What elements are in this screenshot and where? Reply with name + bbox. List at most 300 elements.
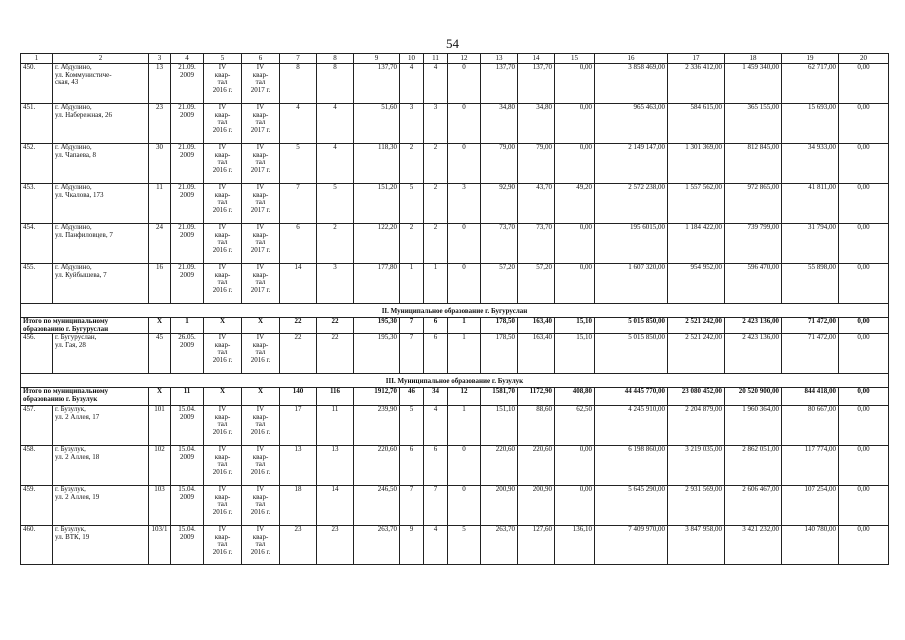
planned-start-line: 2016 г. [212, 285, 233, 294]
recognition-date [171, 64, 204, 104]
value-c11: 6 [424, 446, 448, 486]
value-c12: 0 [448, 446, 481, 486]
value-c13: 178,50 [481, 334, 518, 374]
value-c7: 22 [280, 334, 317, 374]
total-label-line: Итого по муниципальному [23, 387, 109, 395]
value-c8: 4 [317, 104, 354, 144]
doc-number: 30 [149, 144, 171, 184]
address [53, 64, 149, 104]
planned-start [204, 486, 242, 526]
value-c11: 7 [424, 486, 448, 526]
value-c17: 584 615,00 [668, 104, 725, 144]
recognition-date [171, 526, 204, 565]
total-c11: 6 [424, 318, 448, 334]
row-number: 460. [21, 526, 53, 565]
total-label-line: образованию г. Бугуруслан [23, 324, 109, 333]
total-c3: X [149, 388, 171, 406]
value-c13: 263,70 [481, 526, 518, 565]
planned-end [242, 224, 280, 264]
value-c9: 195,30 [354, 334, 400, 374]
value-c8: 3 [317, 264, 354, 304]
planned-start-line: 2016 г. [212, 507, 233, 516]
planned-start-line: 2016 г. [212, 125, 233, 134]
total-c18: 2 423 136,00 [725, 318, 782, 334]
planned-end [242, 264, 280, 304]
address [53, 406, 149, 446]
doc-number: 16 [149, 264, 171, 304]
total-c5: X [204, 388, 242, 406]
planned-end-line: тал [255, 198, 266, 206]
planned-end-line: тал [255, 460, 266, 468]
row-number: 456. [21, 334, 53, 374]
value-c16: 5 645 290,00 [595, 486, 668, 526]
value-c12: 1 [448, 406, 481, 446]
value-c15: 0,00 [555, 104, 595, 144]
planned-start-line: квар- [214, 150, 231, 159]
planned-end-line: IV [256, 333, 265, 341]
value-c7: 14 [280, 264, 317, 304]
planned-start-line: IV [218, 485, 227, 493]
value-c20: 0,00 [839, 224, 889, 264]
recognition-date-line: 2009 [180, 190, 194, 199]
column-number: 6 [242, 54, 280, 64]
value-c14: 43,70 [518, 184, 555, 224]
column-number: 1 [21, 54, 53, 64]
value-c12: 0 [448, 144, 481, 184]
value-c10: 1 [400, 264, 424, 304]
planned-end [242, 184, 280, 224]
total-c20: 0,00 [839, 318, 889, 334]
value-c8: 4 [317, 144, 354, 184]
value-c15: 0,00 [555, 144, 595, 184]
planned-start [204, 406, 242, 446]
value-c8: 22 [317, 334, 354, 374]
planned-end-line: тал [255, 500, 266, 508]
planned-end [242, 334, 280, 374]
address-line: ул. Коммунистиче- [55, 70, 112, 79]
planned-end-line: квар- [252, 270, 269, 279]
value-c14: 88,60 [518, 406, 555, 446]
planned-end [242, 486, 280, 526]
value-c7: 18 [280, 486, 317, 526]
address-line: ул. 2 Аллея, 19 [55, 492, 100, 501]
value-c10: 3 [400, 104, 424, 144]
value-c20: 0,00 [839, 334, 889, 374]
recognition-date-line: 2009 [180, 492, 194, 501]
value-c14: 127,60 [518, 526, 555, 565]
value-c13: 220,60 [481, 446, 518, 486]
planned-end [242, 64, 280, 104]
planned-start-line: тал [217, 420, 228, 428]
value-c15: 0,00 [555, 486, 595, 526]
address-line: г. Абдулино, [55, 183, 92, 191]
value-c19: 80 667,00 [782, 406, 839, 446]
address-line: ул. Набережная, 26 [55, 110, 112, 119]
total-c20: 0,00 [839, 388, 889, 406]
value-c18: 596 470,00 [725, 264, 782, 304]
address-line: г. Абдулино, [55, 263, 92, 271]
value-c14: 220,60 [518, 446, 555, 486]
planned-end-line: IV [256, 263, 265, 271]
value-c16: 2 149 147,00 [595, 144, 668, 184]
recognition-date [171, 446, 204, 486]
value-c17: 3 219 035,00 [668, 446, 725, 486]
planned-start-line: IV [218, 103, 227, 111]
total-c17: 2 521 242,00 [668, 318, 725, 334]
value-c20: 0,00 [839, 144, 889, 184]
planned-end [242, 144, 280, 184]
housing-program-table [20, 53, 889, 565]
total-c4: 1 [171, 318, 204, 334]
value-c13: 92,90 [481, 184, 518, 224]
value-c10: 5 [400, 406, 424, 446]
recognition-date [171, 104, 204, 144]
planned-end-line: 2017 г. [250, 165, 271, 174]
column-number: 8 [317, 54, 354, 64]
recognition-date [171, 264, 204, 304]
total-c10: 7 [400, 318, 424, 334]
recognition-date-line: 2009 [180, 70, 194, 79]
planned-start [204, 334, 242, 374]
value-c12: 0 [448, 264, 481, 304]
planned-end-line: IV [256, 223, 265, 231]
value-c10: 6 [400, 446, 424, 486]
recognition-date-line: 21.09. [178, 103, 196, 111]
value-c14: 137,70 [518, 64, 555, 104]
value-c16: 1 607 320,00 [595, 264, 668, 304]
planned-end-line: тал [255, 78, 266, 86]
value-c18: 365 155,00 [725, 104, 782, 144]
value-c11: 2 [424, 184, 448, 224]
value-c12: 0 [448, 104, 481, 144]
value-c13: 34,80 [481, 104, 518, 144]
value-c15: 62,50 [555, 406, 595, 446]
value-c15: 0,00 [555, 446, 595, 486]
planned-start-line: IV [218, 183, 227, 191]
planned-end-line: 2017 г. [250, 85, 271, 94]
total-label-line: Итого по муниципальному [23, 317, 109, 325]
total-c10: 46 [400, 388, 424, 406]
planned-end-line: 2016 г. [250, 467, 271, 476]
doc-number: 24 [149, 224, 171, 264]
value-c15: 0,00 [555, 224, 595, 264]
table-row [21, 486, 889, 526]
value-c13: 137,70 [481, 64, 518, 104]
address [53, 144, 149, 184]
table-row [21, 446, 889, 486]
recognition-date-line: 21.09. [178, 143, 196, 151]
total-label [21, 388, 149, 406]
planned-start-line: тал [217, 460, 228, 468]
planned-end-line: квар- [252, 150, 269, 159]
planned-start-line: IV [218, 405, 227, 413]
planned-end-line: квар- [252, 230, 269, 239]
value-c16: 965 463,00 [595, 104, 668, 144]
planned-start-line: тал [217, 540, 228, 548]
recognition-date-line: 2009 [180, 340, 194, 349]
value-c17: 1 184 422,00 [668, 224, 725, 264]
planned-start [204, 144, 242, 184]
value-c9: 177,80 [354, 264, 400, 304]
value-c12: 1 [448, 334, 481, 374]
total-c16: 5 015 850,00 [595, 318, 668, 334]
value-c12: 0 [448, 224, 481, 264]
table-row [21, 334, 889, 374]
total-c18: 20 520 900,00 [725, 388, 782, 406]
planned-start-line: 2016 г. [212, 355, 233, 364]
total-label [21, 318, 149, 334]
value-c16: 5 015 850,00 [595, 334, 668, 374]
recognition-date-line: 2009 [180, 150, 194, 159]
value-c11: 4 [424, 64, 448, 104]
column-number: 2 [53, 54, 149, 64]
planned-start-line: IV [218, 525, 227, 533]
value-c7: 13 [280, 446, 317, 486]
total-c17: 23 080 452,00 [668, 388, 725, 406]
value-c13: 200,90 [481, 486, 518, 526]
value-c11: 1 [424, 264, 448, 304]
planned-end-line: 2017 г. [250, 205, 271, 214]
table-row [21, 406, 889, 446]
planned-end-line: тал [255, 158, 266, 166]
total-c14: 1172,90 [518, 388, 555, 406]
value-c11: 2 [424, 224, 448, 264]
total-row [21, 318, 889, 334]
planned-start-line: квар- [214, 110, 231, 119]
recognition-date [171, 184, 204, 224]
address-line: ул. Чкалова, 173 [55, 190, 104, 199]
value-c11: 4 [424, 406, 448, 446]
value-c17: 2 931 569,00 [668, 486, 725, 526]
value-c9: 137,70 [354, 64, 400, 104]
value-c11: 2 [424, 144, 448, 184]
value-c19: 55 898,00 [782, 264, 839, 304]
address-line: ул. Гая, 28 [55, 340, 86, 349]
recognition-date-line: 21.09. [178, 263, 196, 271]
planned-start-line: 2016 г. [212, 245, 233, 254]
address-line: г. Абдулино, [55, 223, 92, 231]
planned-end-line: квар- [252, 412, 269, 421]
planned-end-line: квар- [252, 532, 269, 541]
value-c20: 0,00 [839, 486, 889, 526]
value-c10: 2 [400, 224, 424, 264]
recognition-date-line: 15.04. [178, 525, 196, 533]
value-c14: 163,40 [518, 334, 555, 374]
column-number-row [21, 54, 889, 64]
planned-end [242, 526, 280, 565]
recognition-date [171, 144, 204, 184]
value-c10: 2 [400, 144, 424, 184]
value-c9: 239,90 [354, 406, 400, 446]
value-c7: 17 [280, 406, 317, 446]
planned-end-line: тал [255, 118, 266, 126]
planned-start-line: квар- [214, 190, 231, 199]
planned-end [242, 104, 280, 144]
doc-number: 11 [149, 184, 171, 224]
value-c15: 15,10 [555, 334, 595, 374]
recognition-date-line: 15.04. [178, 485, 196, 493]
recognition-date [171, 406, 204, 446]
planned-end-line: 2016 г. [250, 547, 271, 556]
value-c16: 2 572 238,00 [595, 184, 668, 224]
value-c9: 122,20 [354, 224, 400, 264]
planned-start-line: IV [218, 63, 227, 71]
planned-start-line: тал [217, 500, 228, 508]
planned-start-line: IV [218, 143, 227, 151]
value-c17: 1 301 369,00 [668, 144, 725, 184]
row-number: 455. [21, 264, 53, 304]
value-c17: 3 847 958,00 [668, 526, 725, 565]
column-number: 13 [481, 54, 518, 64]
planned-start [204, 224, 242, 264]
recognition-date-line: 21.09. [178, 63, 196, 71]
doc-number: 13 [149, 64, 171, 104]
value-c7: 8 [280, 64, 317, 104]
table-row [21, 264, 889, 304]
planned-end-line: 2016 г. [250, 427, 271, 436]
address-line: г. Бузулук, [55, 485, 86, 493]
value-c19: 41 811,00 [782, 184, 839, 224]
total-c5: X [204, 318, 242, 334]
address [53, 224, 149, 264]
address [53, 486, 149, 526]
planned-start [204, 64, 242, 104]
total-c4: 11 [171, 388, 204, 406]
total-c9: 1912,70 [354, 388, 400, 406]
total-c6: X [242, 388, 280, 406]
value-c18: 2 606 467,00 [725, 486, 782, 526]
address-line: г. Абдулино, [55, 103, 92, 111]
planned-end-line: квар- [252, 452, 269, 461]
value-c19: 62 717,00 [782, 64, 839, 104]
table-row [21, 104, 889, 144]
total-label-line: образованию г. Бузулук [23, 394, 98, 403]
planned-end-line: IV [256, 143, 265, 151]
value-c16: 7 409 970,00 [595, 526, 668, 565]
doc-number: 23 [149, 104, 171, 144]
planned-start [204, 264, 242, 304]
value-c7: 5 [280, 144, 317, 184]
value-c14: 34,80 [518, 104, 555, 144]
row-number: 453. [21, 184, 53, 224]
address-line: ул. Панфиловцев, 7 [55, 230, 113, 239]
value-c15: 136,10 [555, 526, 595, 565]
column-number: 17 [668, 54, 725, 64]
address-line: г. Бугуруслан, [55, 333, 97, 341]
value-c18: 1 960 364,00 [725, 406, 782, 446]
value-c16: 4 245 910,00 [595, 406, 668, 446]
planned-end-line: квар- [252, 70, 269, 79]
value-c9: 246,50 [354, 486, 400, 526]
planned-end-line: IV [256, 63, 265, 71]
recognition-date-line: 15.04. [178, 445, 196, 453]
planned-end-line: IV [256, 183, 265, 191]
value-c13: 151,10 [481, 406, 518, 446]
value-c10: 7 [400, 486, 424, 526]
planned-start-line: тал [217, 78, 228, 86]
page-number: 54 [446, 36, 459, 51]
column-number: 5 [204, 54, 242, 64]
row-number: 459. [21, 486, 53, 526]
recognition-date-line: 2009 [180, 532, 194, 541]
planned-end-line: тал [255, 348, 266, 356]
total-c15: 15,10 [555, 318, 595, 334]
planned-end [242, 406, 280, 446]
total-c14: 163,40 [518, 318, 555, 334]
value-c20: 0,00 [839, 406, 889, 446]
doc-number: 103/1 [149, 526, 171, 565]
value-c20: 0,00 [839, 104, 889, 144]
total-c7: 140 [280, 388, 317, 406]
total-c19: 71 472,00 [782, 318, 839, 334]
value-c16: 195 6015,00 [595, 224, 668, 264]
row-number: 457. [21, 406, 53, 446]
total-c3: X [149, 318, 171, 334]
column-number: 18 [725, 54, 782, 64]
recognition-date-line: 26.05. [178, 333, 196, 341]
address-line: ул. Куйбышева, 7 [55, 270, 107, 279]
address [53, 104, 149, 144]
column-number: 14 [518, 54, 555, 64]
planned-start-line: квар- [214, 492, 231, 501]
value-c9: 263,70 [354, 526, 400, 565]
value-c11: 6 [424, 334, 448, 374]
planned-end-line: IV [256, 103, 265, 111]
value-c18: 2 862 051,00 [725, 446, 782, 486]
address [53, 446, 149, 486]
planned-start-line: 2016 г. [212, 427, 233, 436]
value-c10: 5 [400, 184, 424, 224]
address-line: г. Бузулук, [55, 525, 86, 533]
value-c20: 0,00 [839, 64, 889, 104]
value-c11: 4 [424, 526, 448, 565]
section-title: III. Муниципальное образование г. Бузулук [21, 374, 889, 388]
value-c19: 140 780,00 [782, 526, 839, 565]
value-c12: 0 [448, 64, 481, 104]
planned-start-line: IV [218, 445, 227, 453]
planned-end-line: квар- [252, 110, 269, 119]
planned-start-line: 2016 г. [212, 85, 233, 94]
total-c13: 178,50 [481, 318, 518, 334]
planned-start-line: 2016 г. [212, 547, 233, 556]
recognition-date [171, 224, 204, 264]
total-c16: 44 445 770,00 [595, 388, 668, 406]
planned-start-line: 2016 г. [212, 467, 233, 476]
planned-end-line: квар- [252, 492, 269, 501]
planned-end-line: квар- [252, 340, 269, 349]
address-line: г. Абдулино, [55, 63, 92, 71]
doc-number: 45 [149, 334, 171, 374]
planned-start-line: тал [217, 198, 228, 206]
recognition-date-line: 2009 [180, 230, 194, 239]
planned-end [242, 446, 280, 486]
value-c8: 11 [317, 406, 354, 446]
value-c17: 2 521 242,00 [668, 334, 725, 374]
doc-number: 102 [149, 446, 171, 486]
column-number: 12 [448, 54, 481, 64]
value-c7: 7 [280, 184, 317, 224]
value-c9: 118,30 [354, 144, 400, 184]
address-line: ул. 2 Аллея, 17 [55, 412, 100, 421]
value-c8: 5 [317, 184, 354, 224]
total-c9: 195,30 [354, 318, 400, 334]
value-c14: 73,70 [518, 224, 555, 264]
value-c8: 8 [317, 64, 354, 104]
total-c12: 1 [448, 318, 481, 334]
planned-end-line: IV [256, 405, 265, 413]
address-line: ул. ВТК, 19 [55, 532, 90, 541]
planned-start-line: 2016 г. [212, 165, 233, 174]
